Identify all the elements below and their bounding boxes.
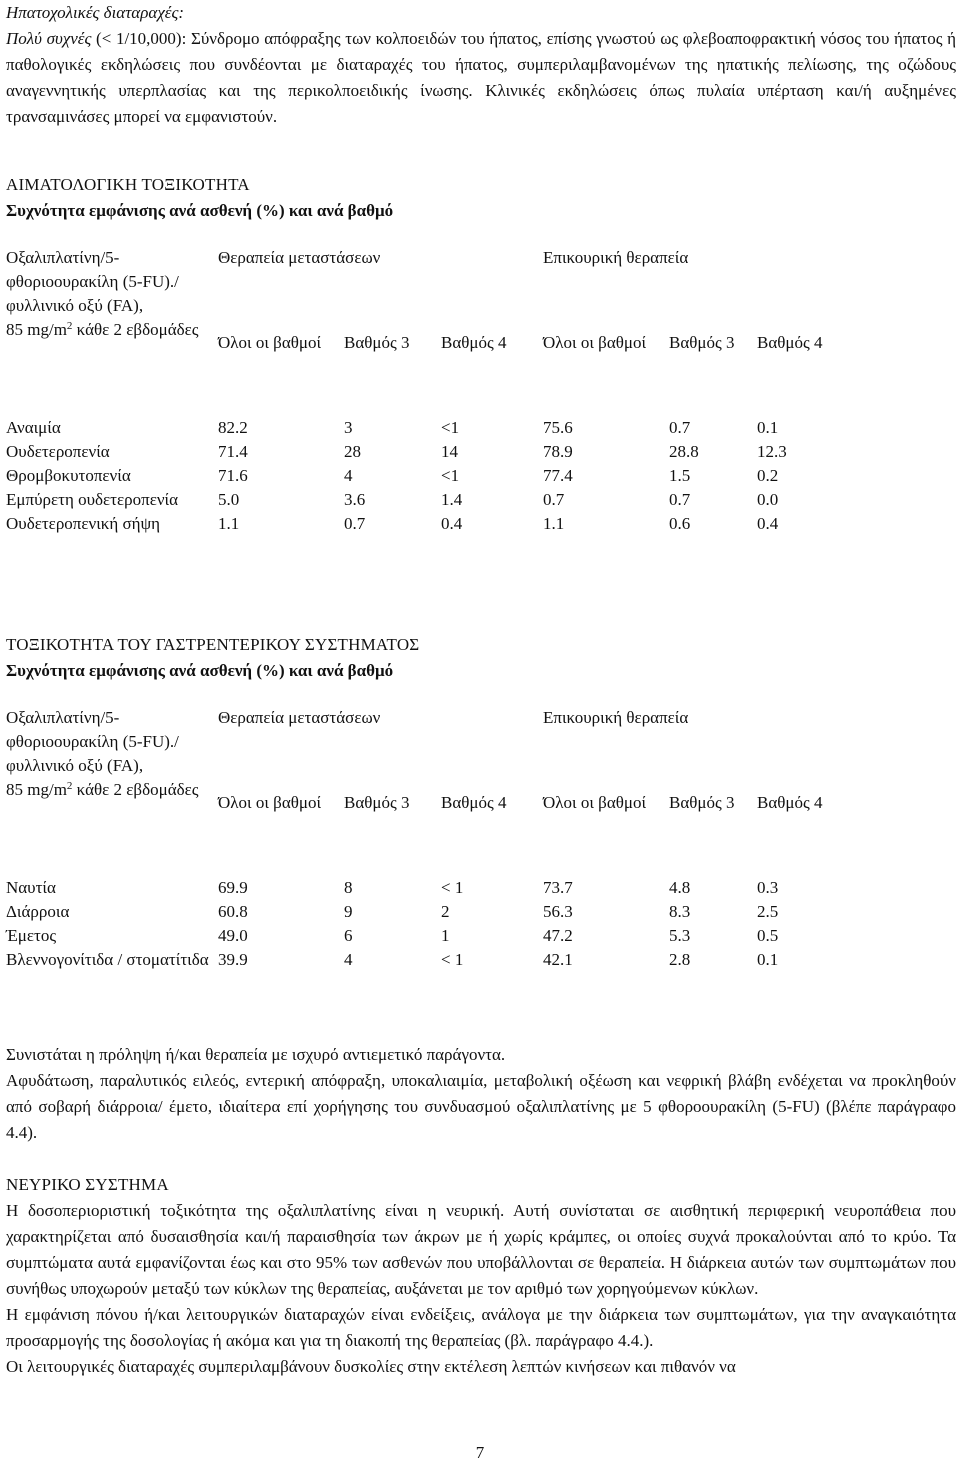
- nervous-paragraph-1: Η δοσοπεριοριστική τοξικότητα της οξαλιπλατίνης είναι η νευρική. Αυτή συνίσταται σε αισθητική περιφερική νευροπάθεια που χαρακτηρίζεται από δυσαισθησία και/ή παραισθησία των άκρων με ή χωρίς κράμπες, οι οποίες συχνά προκαλούνται από το κρύο. Τα συμπτώματα αυτά εμφανίζονται έως και στο 95% των ασθενών που υποβάλλονται σε θεραπεία. Η διάρκεια αυτών των συμπτωμάτων που συνήθως υποχωρούν μεταξύ των κύκλων της θεραπείας, αυξάνεται με τον αριθμό των χορηγούμενων κύκλων.: [6, 1201, 956, 1298]
- hepatobiliary-text: Σύνδρομο απόφραξης των κολποειδών του ήπατος, επίσης γνωστού ως φλεβοαποφρακτική νόσος του ήπατος ή παθολογικές εκδηλώσεις που συνδέονται με διαταραχές του ήπατος, συμπεριλαμβανομένων της ηπατικής πελίωσης, της οζώδους αναγεννητικής υπερπλασίας και της περικολποειδικής ίνωσης. Κλινικές εκδηλώσεις όπως πυλαία υπέρταση και/ή αυξημένες τρανσαμινάσες μπορεί να εμφανιστούν.: [6, 29, 957, 126]
- gi-section: [6, 632, 956, 972]
- regimen-label: Οξαλιπλατίνη/5-φθοριοουρακίλη (5-FU)./ φυλλινικό οξύ (FA),: [6, 248, 179, 315]
- cell: 6: [344, 926, 353, 945]
- adjuvant-group-header: Επικουρική θεραπεία: [543, 708, 689, 727]
- col-grade-3: Βαθμός 3: [344, 333, 410, 352]
- cell: 73.7: [543, 878, 573, 897]
- gi-notes: [6, 1042, 956, 1380]
- regimen-cell: [6, 246, 218, 416]
- table-row: [6, 924, 837, 948]
- cell: 77.4: [543, 466, 573, 485]
- cell: 0.5: [757, 926, 779, 945]
- cell: 0.7: [669, 418, 691, 437]
- cell: 28.8: [669, 442, 699, 461]
- cell: 8: [344, 878, 353, 897]
- table-row: [6, 416, 837, 440]
- regimen-dose: 85 mg/m: [6, 780, 67, 799]
- cell: 0.3: [757, 878, 779, 897]
- cell: 39.9: [218, 950, 248, 969]
- col-grade-4: Βαθμός 4: [757, 333, 823, 352]
- cell: <1: [441, 418, 460, 437]
- regimen-sup: 2: [66, 780, 73, 792]
- table-header: [6, 246, 837, 331]
- row-name: Διάρροια: [6, 902, 70, 921]
- row-name: Εμπύρετη ουδετεροπενία: [6, 490, 179, 509]
- cell: < 1: [441, 878, 464, 897]
- cell: 1: [441, 926, 450, 945]
- gi-table: [6, 706, 837, 972]
- row-name: Ναυτία: [6, 878, 56, 897]
- cell: 0.4: [441, 514, 463, 533]
- hematologic-table: [6, 246, 837, 536]
- page-number: 7: [475, 1443, 485, 1462]
- frequency-range: (< 1/10,000):: [91, 29, 191, 48]
- col-grade-3: Βαθμός 3: [344, 793, 410, 812]
- gi-title: ΤΟΞΙΚΟΤΗΤΑ ΤΟΥ ΓΑΣΤΡΕΝΤΕΡΙΚΟΥ ΣΥΣΤΗΜΑΤΟΣ: [6, 635, 420, 654]
- table-row: [6, 900, 837, 924]
- hepatobiliary-heading: Ηπατοχολικές διαταραχές:: [6, 3, 185, 22]
- cell: <1: [441, 466, 460, 485]
- hepatobiliary-section: [6, 0, 956, 130]
- frequency-label: Πολύ συχνές: [6, 29, 92, 48]
- table-row: [6, 948, 837, 972]
- col-all-grades: Όλοι οι βαθμοί: [218, 793, 322, 812]
- adjuvant-group-header: Επικουρική θεραπεία: [543, 248, 689, 267]
- regimen-cell: [6, 706, 218, 876]
- cell: 1.5: [669, 466, 691, 485]
- table-row: [6, 876, 837, 900]
- gi-subtitle: Συχνότητα εμφάνισης ανά ασθενή (%) και ανά βαθμό: [6, 661, 394, 680]
- row-name: Ουδετεροπενική σήψη: [6, 514, 161, 533]
- cell: 0.7: [543, 490, 565, 509]
- cell: 71.6: [218, 466, 248, 485]
- col-all-grades: Όλοι οι βαθμοί: [543, 333, 647, 352]
- cell: 3.6: [344, 490, 366, 509]
- cell: 2: [441, 902, 450, 921]
- row-name: Αναιμία: [6, 418, 61, 437]
- cell: < 1: [441, 950, 464, 969]
- cell: 14: [441, 442, 458, 461]
- hematologic-subtitle: Συχνότητα εμφάνισης ανά ασθενή (%) και ανά βαθμό: [6, 201, 394, 220]
- cell: 0.7: [344, 514, 366, 533]
- cell: 0.7: [669, 490, 691, 509]
- col-grade-4: Βαθμός 4: [441, 793, 507, 812]
- cell: 3: [344, 418, 353, 437]
- nervous-paragraph-3: Οι λειτουργικές διαταραχές συμπεριλαμβάνουν δυσκολίες στην εκτέλεση λεπτών κινήσεων και πιθανόν να: [6, 1357, 736, 1376]
- cell: 2.5: [757, 902, 779, 921]
- table-row: [6, 488, 837, 512]
- cell: 5.0: [218, 490, 240, 509]
- cell: 1.1: [543, 514, 565, 533]
- row-name: Βλεννογονίτιδα / στοματίτιδα: [6, 950, 209, 969]
- cell: 1.1: [218, 514, 240, 533]
- metastatic-group-header: Θεραπεία μεταστάσεων: [218, 248, 381, 267]
- cell: 0.6: [669, 514, 691, 533]
- nervous-title: ΝΕΥΡΙΚΟ ΣΥΣΤΗΜΑ: [6, 1175, 169, 1194]
- cell: 0.0: [757, 490, 779, 509]
- cell: 12.3: [757, 442, 787, 461]
- cell: 4: [344, 950, 353, 969]
- cell: 49.0: [218, 926, 248, 945]
- dehydration-note: Αφυδάτωση, παραλυτικός ειλεός, εντερική απόφραξη, υποκαλιαιμία, μεταβολική οξέωση και νεφρική βλάβη ενδέχεται να προκληθούν από σοβαρή διάρροια/ έμετο, ιδιαίτερα επί χορήγησης του συνδυασμού οξαλιπλατίνης με 5 φθοροουρακίλη (5-FU) (βλέπε παράγραφο 4.4).: [6, 1071, 956, 1142]
- antiemetic-note: Συνιστάται η πρόληψη ή/και θεραπεία με ισχυρό αντιεμετικό παράγοντα.: [6, 1045, 506, 1064]
- cell: 0.1: [757, 418, 779, 437]
- cell: 42.1: [543, 950, 573, 969]
- col-grade-4: Βαθμός 4: [757, 793, 823, 812]
- col-all-grades: Όλοι οι βαθμοί: [218, 333, 322, 352]
- col-grade-3: Βαθμός 3: [669, 793, 735, 812]
- row-name: Θρομβοκυτοπενία: [6, 466, 131, 485]
- metastatic-group-header: Θεραπεία μεταστάσεων: [218, 708, 381, 727]
- cell: 4.8: [669, 878, 691, 897]
- hematologic-section: [6, 172, 956, 536]
- hepatobiliary-paragraph: [6, 26, 956, 130]
- regimen-schedule: κάθε 2 εβδομάδες: [72, 780, 199, 799]
- regimen-dose: 85 mg/m: [6, 320, 67, 339]
- cell: 47.2: [543, 926, 573, 945]
- cell: 2.8: [669, 950, 691, 969]
- regimen-schedule: κάθε 2 εβδομάδες: [72, 320, 199, 339]
- cell: 82.2: [218, 418, 248, 437]
- cell: 69.9: [218, 878, 248, 897]
- table-row: [6, 440, 837, 464]
- col-grade-3: Βαθμός 3: [669, 333, 735, 352]
- regimen-label: Οξαλιπλατίνη/5-φθοριοουρακίλη (5-FU)./ φυλλινικό οξύ (FA),: [6, 708, 179, 775]
- table-row: [6, 512, 837, 536]
- cell: 28: [344, 442, 361, 461]
- row-name: Έμετος: [6, 926, 57, 945]
- row-name: Ουδετεροπενία: [6, 442, 110, 461]
- table-row: [6, 464, 837, 488]
- cell: 1.4: [441, 490, 463, 509]
- cell: 78.9: [543, 442, 573, 461]
- hematologic-title: ΑΙΜΑΤΟΛΟΓΙΚΗ ΤΟΞΙΚΟΤΗΤΑ: [6, 175, 250, 194]
- regimen-sup: 2: [66, 320, 73, 332]
- cell: 9: [344, 902, 353, 921]
- cell: 0.4: [757, 514, 779, 533]
- cell: 8.3: [669, 902, 691, 921]
- cell: 56.3: [543, 902, 573, 921]
- cell: 75.6: [543, 418, 573, 437]
- cell: 0.1: [757, 950, 779, 969]
- cell: 4: [344, 466, 353, 485]
- table-header: [6, 706, 837, 791]
- col-all-grades: Όλοι οι βαθμοί: [543, 793, 647, 812]
- nervous-paragraph-2: Η εμφάνιση πόνου ή/και λειτουργικών διαταραχών είναι ενδείξεις, ανάλογα με την διάρκεια των συμπτωμάτων, για την αναγκαιότητα προσαρμογής της δοσολογίας ή ακόμα και για τη διακοπή της θεραπείας (βλ. παράγραφο 4.4.).: [6, 1305, 956, 1350]
- cell: 0.2: [757, 466, 779, 485]
- cell: 5.3: [669, 926, 691, 945]
- col-grade-4: Βαθμός 4: [441, 333, 507, 352]
- cell: 71.4: [218, 442, 248, 461]
- cell: 60.8: [218, 902, 248, 921]
